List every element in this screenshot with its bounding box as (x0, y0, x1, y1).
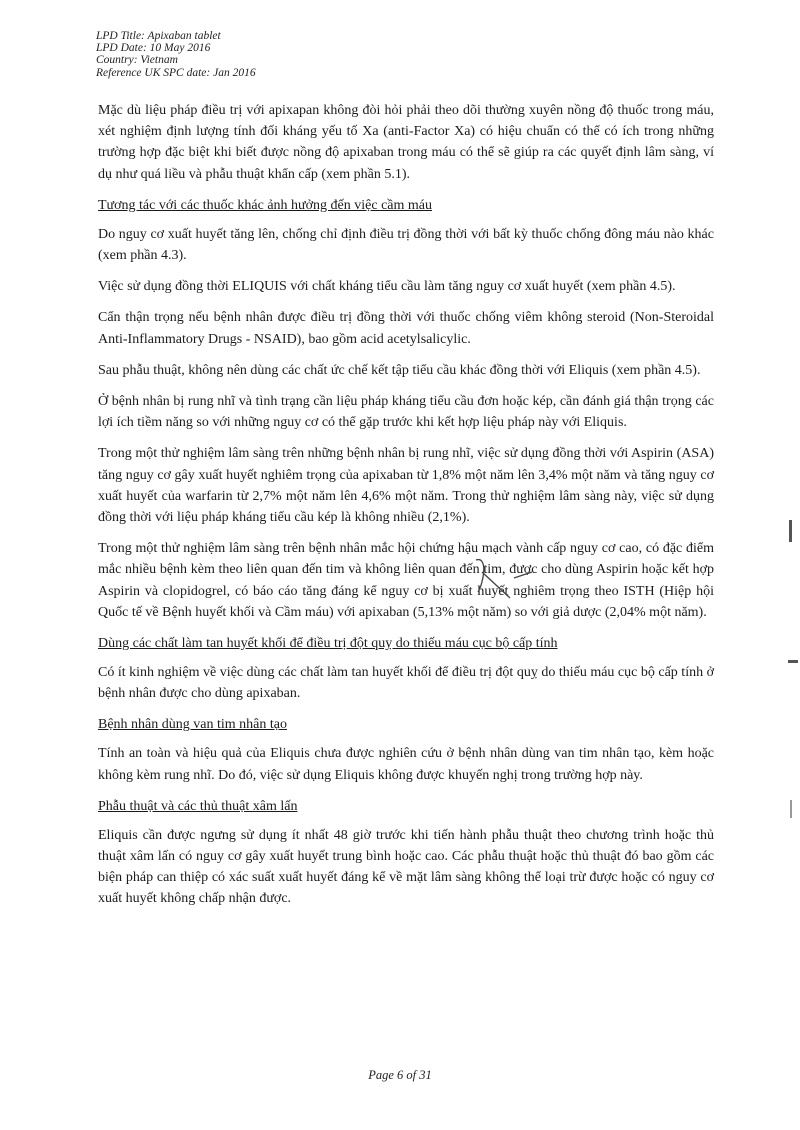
section-heading: Bệnh nhân dùng van tim nhân tạo (98, 717, 287, 733)
body-paragraph: Ở bệnh nhân bị rung nhĩ và tình trạng cần liệu pháp kháng tiểu cầu đơn hoặc kép, cần đánh giá thận trọng các lợi ích tiềm năng so với những nguy cơ có thể gặp trước khi kết hợp liệu pháp này với Eliquis. (98, 394, 714, 431)
header-date: LPD Date: 10 May 2016 (96, 42, 211, 55)
body-paragraph: Sau phẫu thuật, không nên dùng các chất ức chế kết tập tiểu cầu khác đồng thời với Eliquis (xem phần 4.5). (98, 362, 701, 378)
section-heading: Tương tác với các thuốc khác ảnh hưởng đến việc cầm máu (98, 197, 432, 213)
document-body (98, 100, 714, 920)
body-paragraph: Eliquis cần được ngưng sử dụng ít nhất 48 giờ trước khi tiến hành phẫu thuật theo chương trình hoặc thủ thuật xâm lấn có nguy cơ gây xuất huyết trung bình hoặc cao. Các phẫu thuật hoặc thủ thuật đó bao gồm các biện pháp can thiệp có xác suất xuất huyết đáng kể về mặt lâm sàng không thể loại trừ được hoặc có nguy cơ xuất huyết không chấp nhận được. (98, 827, 714, 907)
scan-edge-mark (788, 660, 798, 663)
scan-edge-mark (790, 800, 792, 818)
body-paragraph: Mặc dù liệu pháp điều trị với apixapan không đòi hỏi phải theo dõi thường xuyên nồng độ thuốc trong máu, xét nghiệm định lượng tính đối kháng yếu tố Xa (anti-Factor Xa) có hiệu chuẩn có thể có ích trong những trường hợp đặc biệt khi biết được nồng độ apixaban trong máu có thể sẽ giúp ra các quyết định lâm sàng, ví dụ như quá liều và phẫu thuật khẩn cấp (xem phần 5.1). (98, 103, 714, 182)
page-number: Page 6 of 31 (368, 1068, 432, 1082)
body-paragraph: Trong một thử nghiệm lâm sàng trên những bệnh nhân bị rung nhĩ, việc sử dụng đồng thời với Aspirin (ASA) tăng nguy cơ gây xuất huyết nghiêm trọng của apixaban từ 1,8% một năm lên 3,4% một năm và tăng nguy cơ xuất huyết của warfarin từ 2,7% một năm lên 4,6% một năm. Trong thử nghiệm lâm sàng này, việc sử dụng đồng thời với liệu pháp kháng tiểu cầu kép là không nhiều (2,1%). (98, 446, 714, 526)
body-paragraph: Việc sử dụng đồng thời ELIQUIS với chất kháng tiểu cầu làm tăng nguy cơ xuất huyết (xem phần 4.5). (98, 279, 676, 295)
body-paragraph: Do nguy cơ xuất huyết tăng lên, chống chỉ định điều trị đồng thời với bất kỳ thuốc chống đông máu nào khác (xem phần 4.3). (98, 226, 714, 264)
section-heading: Phẫu thuật và các thủ thuật xâm lấn (98, 798, 298, 814)
body-paragraph: Trong một thử nghiệm lâm sàng trên bệnh nhân mắc hội chứng hậu mạch vành cấp nguy cơ cao, có đặc điểm mắc nhiều bệnh kèm theo liên quan đến tim và không liên quan đến tim, được cho dùng Aspirin hoặc kết hợp Aspirin và clopidogrel, có báo cáo tăng đáng kể nguy cơ bị xuất huyết nghiêm trọng theo ISTH (Hiệp hội Quốc tế về Bệnh huyết khối và Cầm máu) với apixaban (5,13% một năm) so với giả dược (2,04% một năm). (98, 541, 714, 620)
body-paragraph: Tính an toàn và hiệu quả của Eliquis chưa được nghiên cứu ở bệnh nhân dùng van tim nhân tạo, kèm hoặc không kèm rung nhĩ. Do đó, việc sử dụng Eliquis không được khuyến nghị trong trường hợp này. (98, 746, 714, 783)
body-paragraph: Cẩn thận trọng nếu bệnh nhân được điều trị đồng thời với thuốc chống viêm không steroid (Non-Steroidal Anti-Inflammatory Drugs - NSAID), bao gồm acid acetylsalicylic. (98, 310, 714, 347)
scan-edge-mark (789, 520, 792, 542)
header-reference: Reference UK SPC date: Jan 2016 (96, 66, 256, 79)
body-paragraph: Có ít kinh nghiệm về việc dùng các chất làm tan huyết khối để điều trị đột quỵ do thiếu máu cục bộ cấp tính ở bệnh nhân được cho dùng apixaban. (98, 665, 714, 702)
section-heading: Dùng các chất làm tan huyết khối để điều trị đột quỵ do thiếu máu cục bộ cấp tính (98, 636, 558, 652)
header-title: LPD Title: Apixaban tablet (96, 30, 221, 42)
handwritten-annotation-mark (470, 552, 550, 602)
header-country: Country: Vietnam (96, 54, 178, 67)
document-header (96, 30, 256, 79)
